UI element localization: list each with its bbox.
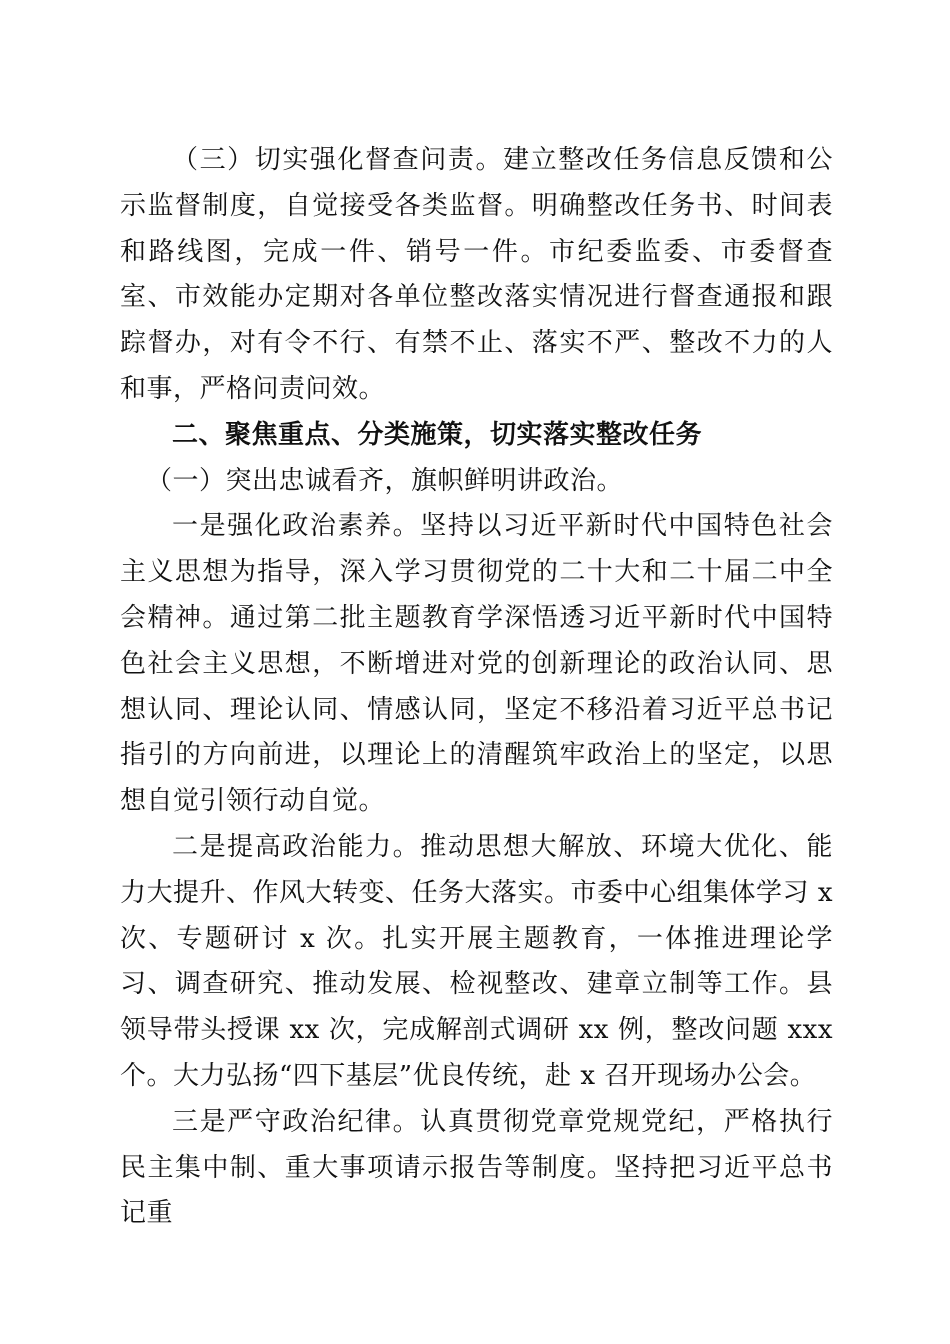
subsection-heading: （一）突出忠诚看齐，旗帜鲜明讲政治。: [146, 465, 624, 496]
paragraph-political-literacy: [120, 504, 833, 825]
section-heading: 二、聚焦重点、分类施策，切实落实整改任务: [172, 419, 703, 450]
paragraph-body: 建立整改任务信息反馈和公示监督制度，自觉接受各类监督。明确整改任务书、时间表和路线图，完成一件、销号一件。市纪委监委、市委督查室、市效能办定期对各单位整改落实情况进行督查通报和跟踪督办，对有令不行、有禁不止、落实不严、整改不力的人和事，严格问责问效。: [120, 145, 833, 404]
paragraph-body: 坚持以习近平新时代中国特色社会主义思想为指导，深入学习贯彻党的二十大和二十届二中全会精神。通过第二批主题教育学深悟透习近平新时代中国特色社会主义思想，不断增进对党的创新理论的政治认同、思想认同、理论认同、情感认同，坚定不移沿着习近平总书记指引的方向前进，以理论上的清醒筑牢政治上的坚定，以思想自觉引领行动自觉。: [120, 511, 833, 817]
paragraph-political-discipline: [120, 1100, 833, 1237]
paragraph-lead: 二是提高政治能力。: [172, 831, 421, 862]
document-page: [120, 138, 833, 1237]
paragraph-political-ability: [120, 825, 833, 1100]
paragraph-body: 推动思想大解放、环境大优化、能力大提升、作风大转变、任务大落实。市委中心组集体学习 x 次、专题研讨 x 次。扎实开展主题教育，一体推进理论学习、调查研究、推动发展、检视整改、建章立制等工作。县领导带头授课 xx 次，完成解剖式调研 xx 例，整改问题 xxx 个。大力弘扬“四下基层”优良传统，赴 x 召开现场办公会。: [120, 831, 833, 1091]
paragraph-lead: 一是强化政治素养。: [172, 511, 421, 542]
paragraph-supervision-accountability: [120, 138, 833, 413]
paragraph-lead: 三是严守政治纪律。: [172, 1106, 421, 1137]
paragraph-body: 认真贯彻党章党规党纪，严格执行民主集中制、重大事项请示报告等制度。坚持把习近平总书记重: [120, 1106, 833, 1229]
paragraph-lead: （三）切实强化督查问责。: [172, 145, 504, 175]
